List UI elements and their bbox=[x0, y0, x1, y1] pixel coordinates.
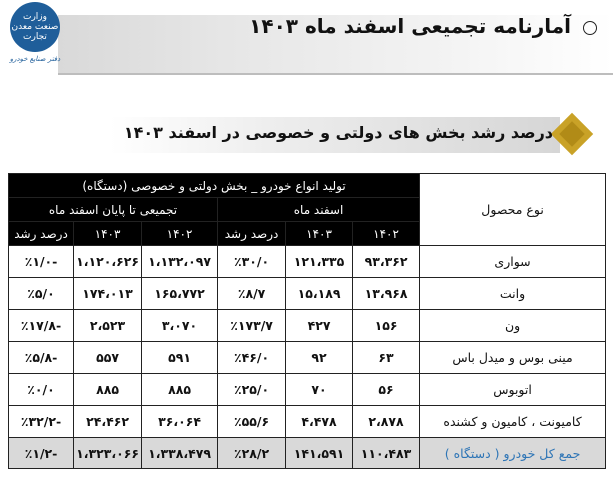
month-growth-value: ٪۵۵/۶ bbox=[218, 406, 286, 438]
cum-1403-value: ۱،۱۲۰،۶۲۶ bbox=[74, 246, 142, 278]
group-header-cumulative: تجمیعی تا پایان اسفند ماه bbox=[9, 198, 218, 222]
col-header-month-1403: ۱۴۰۳ bbox=[286, 222, 353, 246]
total-month-1403: ۱۴۱،۵۹۱ bbox=[286, 438, 353, 469]
page-title bbox=[249, 14, 597, 38]
total-cum-growth: -٪۱/۲ bbox=[9, 438, 74, 469]
product-name: سواری bbox=[420, 246, 606, 278]
month-1402-value: ۱۵۶ bbox=[353, 310, 420, 342]
ministry-logo bbox=[10, 2, 60, 52]
cum-growth-value: ٪۰/۰ bbox=[9, 374, 74, 406]
month-1403-value: ۴،۴۷۸ bbox=[286, 406, 353, 438]
cum-1403-value: ۲۴،۴۶۲ bbox=[74, 406, 142, 438]
month-growth-value: ٪۱۷۳/۷ bbox=[218, 310, 286, 342]
month-1402-value: ۹۳،۳۶۲ bbox=[353, 246, 420, 278]
production-table bbox=[8, 173, 606, 469]
table-caption: تولید انواع خودرو _ بخش دولتی و خصوصی (دستگاه) bbox=[9, 174, 420, 198]
month-1402-value: ۵۶ bbox=[353, 374, 420, 406]
month-1402-value: ۲،۸۷۸ bbox=[353, 406, 420, 438]
cum-1402-value: ۸۸۵ bbox=[142, 374, 218, 406]
table-row bbox=[9, 406, 606, 438]
table-row bbox=[9, 310, 606, 342]
month-growth-value: ٪۸/۷ bbox=[218, 278, 286, 310]
month-growth-value: ٪۴۶/۰ bbox=[218, 342, 286, 374]
cum-growth-value: -٪۱/۰ bbox=[9, 246, 74, 278]
cum-1402-value: ۱،۱۳۲،۰۹۷ bbox=[142, 246, 218, 278]
cum-1403-value: ۸۸۵ bbox=[74, 374, 142, 406]
table-row bbox=[9, 278, 606, 310]
product-name: وانت bbox=[420, 278, 606, 310]
logo-text: وزارت صنعت معدن تجارت bbox=[11, 12, 59, 42]
product-name: کامیونت ، کامیون و کشنده bbox=[420, 406, 606, 438]
month-1403-value: ۷۰ bbox=[286, 374, 353, 406]
cum-1403-value: ۵۵۷ bbox=[74, 342, 142, 374]
cum-growth-value: -٪۳۲/۲ bbox=[9, 406, 74, 438]
col-header-cum-1402: ۱۴۰۲ bbox=[142, 222, 218, 246]
total-month-1402: ۱۱۰،۴۸۳ bbox=[353, 438, 420, 469]
month-1403-value: ۱۵،۱۸۹ bbox=[286, 278, 353, 310]
month-growth-value: ٪۳۰/۰ bbox=[218, 246, 286, 278]
month-1403-value: ۴۲۷ bbox=[286, 310, 353, 342]
month-1403-value: ۹۲ bbox=[286, 342, 353, 374]
month-growth-value: ٪۲۵/۰ bbox=[218, 374, 286, 406]
section-title: درصد رشد بخش های دولتی و خصوصی در اسفند ۱۴۰۳ bbox=[123, 123, 553, 142]
col-header-month-1402: ۱۴۰۲ bbox=[353, 222, 420, 246]
cum-1403-value: ۲،۵۲۳ bbox=[74, 310, 142, 342]
total-label: جمع کل خودرو ( دستگاه ) bbox=[420, 438, 606, 469]
total-cum-1403: ۱،۳۲۳،۰۶۶ bbox=[74, 438, 142, 469]
group-header-month: اسفند ماه bbox=[218, 198, 420, 222]
product-name: اتوبوس bbox=[420, 374, 606, 406]
product-type-header: نوع محصول bbox=[420, 174, 606, 246]
table-row bbox=[9, 342, 606, 374]
product-name: مینی بوس و میدل باس bbox=[420, 342, 606, 374]
cum-1402-value: ۵۹۱ bbox=[142, 342, 218, 374]
total-row bbox=[9, 438, 606, 469]
product-name: ون bbox=[420, 310, 606, 342]
month-1402-value: ۶۳ bbox=[353, 342, 420, 374]
bullet-circle-icon bbox=[583, 21, 597, 35]
cum-growth-value: -٪۱۷/۸ bbox=[9, 310, 74, 342]
logo-caption: دفتر صنایع خودرو bbox=[9, 55, 61, 63]
month-1402-value: ۱۳،۹۶۸ bbox=[353, 278, 420, 310]
table-row bbox=[9, 246, 606, 278]
cum-1402-value: ۱۶۵،۷۷۲ bbox=[142, 278, 218, 310]
page-title-text: آمارنامه تجمیعی اسفند ماه ۱۴۰۳ bbox=[249, 14, 571, 38]
cum-growth-value: -٪۵/۸ bbox=[9, 342, 74, 374]
table-row bbox=[9, 374, 606, 406]
cum-1402-value: ۳۶،۰۶۴ bbox=[142, 406, 218, 438]
col-header-cum-growth: درصد رشد bbox=[9, 222, 74, 246]
total-cum-1402: ۱،۳۳۸،۴۷۹ bbox=[142, 438, 218, 469]
cum-1403-value: ۱۷۴،۰۱۳ bbox=[74, 278, 142, 310]
total-month-growth: ٪۲۸/۲ bbox=[218, 438, 286, 469]
cum-growth-value: ٪۵/۰ bbox=[9, 278, 74, 310]
month-1403-value: ۱۲۱،۳۳۵ bbox=[286, 246, 353, 278]
col-header-month-growth: درصد رشد bbox=[218, 222, 286, 246]
cum-1402-value: ۳،۰۷۰ bbox=[142, 310, 218, 342]
col-header-cum-1403: ۱۴۰۳ bbox=[74, 222, 142, 246]
